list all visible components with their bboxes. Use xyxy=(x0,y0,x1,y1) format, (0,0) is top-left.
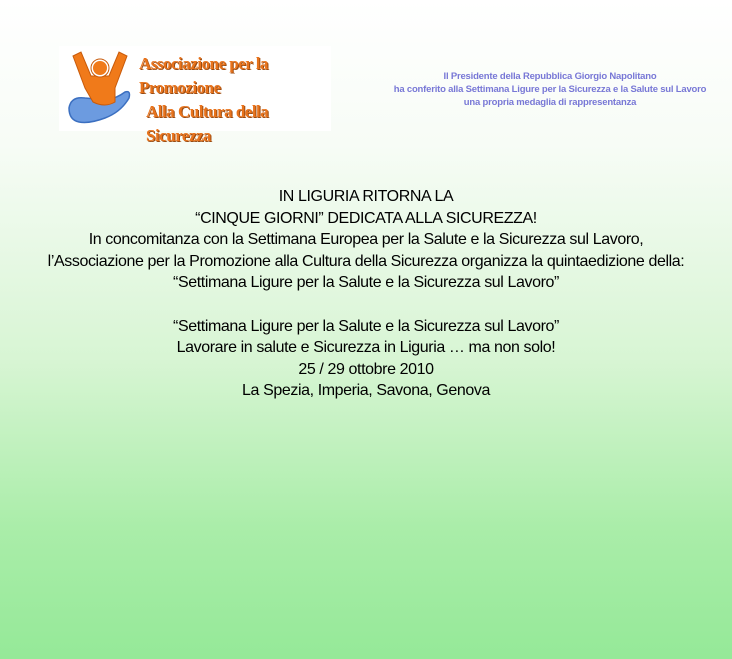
announcement-line-3: In concomitanza con la Settimana Europea per la Salute e la Sicurezza sul Lavoro, xyxy=(88,231,644,248)
event-title: “Settimana Ligure per la Salute e la Sicurezza sul Lavoro” xyxy=(173,317,559,335)
award-notice xyxy=(370,70,730,109)
event-subtitle: Lavorare in salute e Sicurezza in Liguria … ma non solo! xyxy=(176,339,556,356)
logo-line-2: Alla Cultura della Sicurezza xyxy=(146,102,269,145)
award-line-3: una propria medaglia di rappresentanza xyxy=(463,97,637,108)
association-logo xyxy=(59,46,331,145)
event-cities: La Spezia, Imperia, Savona, Genova xyxy=(242,382,490,399)
announcement-line-5: “Settimana Ligure per la Salute e la Sicurezza sul Lavoro” xyxy=(173,274,559,291)
announcement-line-1: IN LIGURIA RITORNA LA xyxy=(278,188,454,205)
logo-text xyxy=(139,52,329,148)
logo-figure-icon xyxy=(59,46,139,131)
event-dates: 25 / 29 ottobre 2010 xyxy=(298,360,434,378)
award-line-1: Il Presidente della Repubblica Giorgio Napolitano xyxy=(443,71,657,82)
announcement-line-4: l’Associazione per la Promozione alla Cultura della Sicurezza organizza la quintaedizione della: xyxy=(47,252,685,270)
award-line-2: ha conferito alla Settimana Ligure per la Sicurezza e la Salute sul Lavoro xyxy=(393,84,707,95)
main-content xyxy=(0,186,732,402)
announcement-line-2: “CINQUE GIORNI” DEDICATA ALLA SICUREZZA! xyxy=(195,209,537,227)
section-spacer xyxy=(0,294,732,316)
logo-line-1: Associazione per la Promozione xyxy=(139,54,269,97)
